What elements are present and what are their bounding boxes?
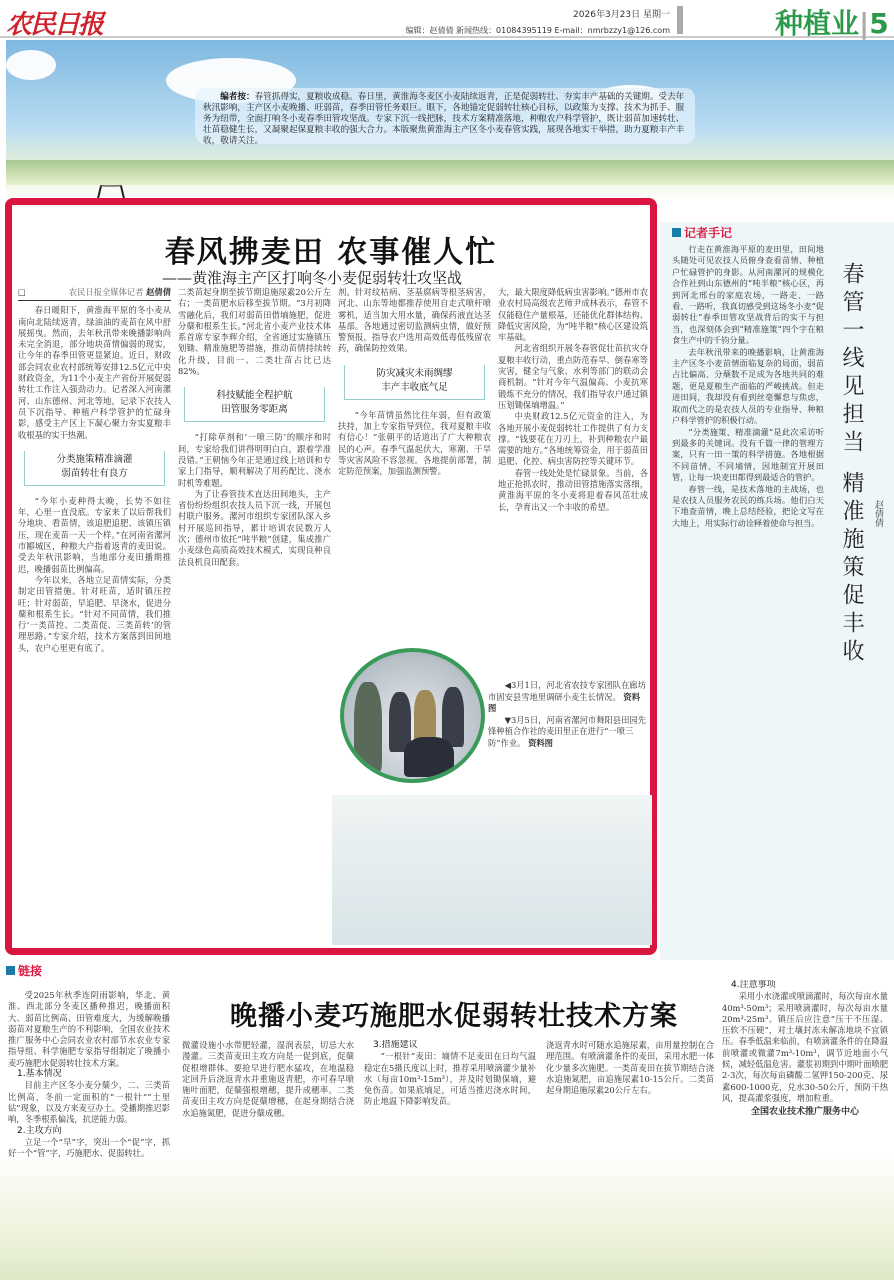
link-heading: 4.注意事项 [731, 980, 776, 990]
page-header [0, 0, 894, 38]
photo-credit: 资料图 [528, 737, 553, 748]
notes-title: 春管一线见担当 精准施策促丰收 [839, 262, 864, 667]
article-column-1 [18, 287, 171, 947]
paragraph: “分类施策、精准滴灌”是此次采访听到最多的关键词。没有千篇一律的管理方案，只有一田一策的科学措施。各地根据不同苗情、不同墒情，因地制宜开展田管，让每一块麦田都得到最适合的管护。 [672, 426, 824, 483]
paragraph: 浇返青水时可随水追施尿素，亩用量控制在合理范围。有喷滴灌条件的麦田，采用水肥一体化少量多次施肥。一类苗麦田在拔节期结合浇水追施氮肥，亩追施尿素10-15公斤。二类苗起身期追施尿素20公斤左右。 [546, 1040, 714, 1096]
notes-header-label: 记者手记 [684, 226, 733, 240]
section-marker-icon [6, 966, 15, 975]
link-title: 晚播小麦巧施肥水促弱转壮技术方案 [230, 1001, 678, 1032]
subheading-line: 科技赋能全程护航 [216, 390, 293, 402]
paragraph: 受2025年秋季连阴雨影响，华北、黄淮、西北部分冬麦区播种推迟，晚播面积大、弱苗比例高、田管难度大，为缓解晚播弱苗对夏粮生产的不利影响，全国农业技术推广服务中心会同农业农村部节水农业专家指导组、科学施肥专家指导组制定了晚播小麦巧施肥水促弱转壮技术方案。 [8, 990, 170, 1068]
link-heading: 1.基本情况 [17, 1069, 62, 1080]
field-horizon [6, 160, 894, 185]
link-column-5 [722, 980, 888, 1280]
article-column-2 [178, 287, 331, 947]
cloud [6, 50, 56, 80]
field-photo [332, 795, 652, 945]
editor-note-label: 编者按： [220, 92, 255, 102]
notes-header [672, 224, 732, 241]
paragraph: 河北省组织开展冬春管促壮苗抗灾夺夏粮丰收行动，重点防范春旱、倒春寒等灾害，健全与气象、水利等部门的联动会商机制。“针对今年气温偏高、小麦抗寒锻炼不充分的情况，我们指导农户通过镇压划锄保墒增温。” [498, 343, 648, 410]
section-name: 种植业|5 [775, 7, 889, 40]
paragraph: 立足一个“早”字，突出一个“促”字，抓好一个“管”字，巧施肥水、促弱转壮。 [8, 1136, 170, 1159]
article-column-4 [498, 287, 648, 657]
paragraph: “一根针”麦田：墒情不足麦田在日均气温稳定在5摄氏度以上时，推荐采用喷滴灌少量补水（每亩10m³-15m³），并及时划锄保墒，避免伤苗。如果底墒足，可适当推迟浇水时间，防止地温下降影响发苗。 [364, 1051, 536, 1107]
paragraph: 春日暖阳下，黄淮海平原的冬小麦从南向北陆续返青，绿油油的麦苗在风中舒展摇曳。然而，去年秋汛带来晚播影响尚未完全消退，部分地块苗情偏弱的现实，让今年的春季田管更显紧迫。近日，财政部会同农业农村部统筹安排12.5亿元中央财政资金，为11个小麦主产省份开展促弱转壮工作注入强劲动力。记者深入河南漯河、山东德州、河北等地，记录下农技人员下沉指导、种植户科学管护的忙碌身影，感受主产区上下凝心聚力夯实夏粮丰收根基的实干热潮。 [18, 305, 171, 440]
byline-name: 赵倩倩 [146, 287, 171, 297]
link-header-label: 链接 [18, 964, 43, 978]
paragraph: “今年小麦种得太晚，长势不如往年，心里一直没底。专家来了以后帮我们分地块、看苗情，该追肥追肥、该镇压镇压，现在麦苗一天一个样。”在河南省漯河市郾城区，种粮大户指着返青的麦田说。受去年秋汛影响，当地部分麦田播期推迟，晚播弱苗比例偏高。 [18, 495, 171, 574]
paragraph: 春管一线处处是忙碌景象。当前，各地正抢抓农时，推动田管措施落实落细，黄淮海平原的冬小麦将迎着春风茁壮成长，孕育出又一个丰收的希望。 [498, 467, 648, 512]
photo-captions [488, 680, 648, 749]
paragraph: “今年苗情虽然比往年弱，但有政策扶持，加上专家指导到位，我对夏粮丰收有信心！”张朝平的话道出了广大种粮农民的心声。春季气温起伏大，寒潮、干旱等灾害风险不容忽视。各地提前部署，制定防范预案，加强监测预警。 [338, 409, 491, 477]
paragraph: “打除草剂和‘一喷三防’的顺序和时间，专家给我们讲得明明白白，跟着学准没错。”王朝恼今年正是通过线上培训和专家上门指导，顺利解决了用药配比、浇水时机等难题。 [178, 432, 331, 488]
link-column-1 [8, 990, 170, 1270]
paragraph: 二类苗起身期至拔节期追施尿素20公斤左右；一类苗肥水后移至拔节期。“3月初降雪融化后，我们对弱苗田借墒施肥，促进分蘖和根系生长。”河北省小麦产业技术体系首席专家李辉介绍，全省通过实施镇压划锄、精准施肥等措施，推动苗情持续转化升级，目前一、二类壮苗占比已达82%。 [178, 287, 331, 377]
link-column-4 [546, 1040, 714, 1270]
issue-date: 2026年3月23日 星期一 [573, 10, 670, 20]
subheading [344, 365, 485, 400]
paragraph: 目前主产区冬小麦分蘖少，二、三类苗比例高，冬前一定面积的“一根针”“土里钻”现象，以及方来麦豆办土。受播期推迟影响，冬季根系偏浅，抗逆能力弱。 [8, 1080, 170, 1125]
main-article [5, 198, 657, 955]
byline: □ 农民日报全媒体记者 赵倩倩 [18, 287, 171, 301]
paragraph: 剂。针对纹枯病、茎基腐病等根茎病害，河北、山东等地都推荐使用自走式喷杆喷雾机，适当加大用水量，确保药液直达茎基部。各地通过密切监测病虫情，做好预警预报，指导农户选用高效低毒低残留农药，确保防控效果。 [338, 287, 491, 354]
link-heading: 2.主攻方向 [17, 1125, 62, 1136]
article-subtitle: ——黄淮海主产区打响冬小麦促弱转壮攻坚战 [162, 269, 463, 287]
photo-credit: 资料图 [488, 691, 641, 713]
article-title: 春风拂麦田 农事催人忙 [164, 235, 498, 270]
divider [677, 6, 683, 34]
paragraph: 去年秋汛带来的晚播影响，让黄淮海主产区冬小麦苗情面临复杂的局面，弱苗占比偏高、分蘖数不足成为各地共同的难题，更是夏粮生产面临的严峻挑战。但走进田间，我却没有看到丝毫懈怠与焦虑，取而代之的是农技人员的专业指导、种粮户科学管护的积极行动。 [672, 346, 824, 426]
section-label: 种植业 [775, 7, 860, 40]
notes-body [672, 244, 824, 954]
paragraph: 采用小水浇灌或喷滴灌时，每次每亩水量40m³-50m³；采用喷滴灌时，每次每亩水量20m³-25m³。镇压后应注意“压干不压湿、压软不压硬”，对土壤封冻未解冻地块不宜镇压。春季低温来临前，有喷滴灌条件的在降温前喷灌或微灌7m³-10m³，调节近地面小气候，减轻低温危害。灌浆初期到中期叶面喷肥2-3次，每次每亩磷酸二氢钾150-200克、尿素600-1000克，兑水30-50公斤，预防干热风，提高灌浆强度，增加粒重。 [722, 991, 888, 1103]
notes-author: 赵倩倩 [873, 500, 883, 527]
subheading-line: 弱苗转壮有良方 [61, 467, 128, 479]
byline-org: 农民日报全媒体记者 [68, 287, 144, 297]
photo-caption: ◀3月1日，河北省农技专家团队在廊坊市固安县雪地里调研小麦生长情况。 [488, 680, 646, 702]
newspaper-logo: 农民日报 [6, 10, 103, 40]
article-column-3 [338, 287, 491, 642]
paragraph: 为了让春管技术直达田间地头，主产省份纷纷组织农技人员下沉一线，开展包村联户服务。漯河市组织专家团队深入乡村开展巡回指导，累计培训农民数万人次；德州市依托“吨半粮”创建，集成推广小麦绿色高质高效技术模式，实现良种良法良机良田配套。 [178, 488, 331, 567]
subheading [184, 387, 325, 422]
paragraph: 微灌设施小水带肥轻灌，湿润表层，切忌大水漫灌。三类苗麦田主攻方向是一促到底，促蘖促根增群体。要抢早进行肥水猛攻，在地温稳定回升后浇返青水并重施返青肥，亦可春早喷施叶面肥，促蘖强根增穗，提升成穗率。二类苗麦田主攻方向是促蘖增穗，在起身期结合浇水追施氮肥，促进分蘖成穗。 [182, 1040, 354, 1118]
subheading-line: 防灾减灾未雨绸缪 [376, 367, 453, 379]
paragraph: 春管一线，是技术落地的主战场，也是农技人员服务农民的练兵场。他们白天下地查苗情，晚上总结经验，把论文写在大地上，用实际行动诠释着使命与担当。 [672, 483, 824, 528]
photo-caption: ▼3月5日，河南省漯河市舞阳县田园先锋种植合作社的麦田里正在进行“一喷三防”作业。 [488, 714, 646, 748]
subheading-line: 丰产丰收底气足 [381, 381, 448, 393]
subheading-line: 田管服务零距离 [221, 404, 288, 416]
subheading [24, 451, 165, 486]
paragraph: 今年以来，各地立足苗情实际，分类制定田管措施。针对旺苗，适时镇压控旺；针对弱苗，早追肥、早浇水，促进分蘖和根系生长。“针对不同苗情，我们推行‘一类苗控、二类苗促、三类苗转’的管理思路。”专家介绍，技术方案落到田间地头，农户心里更有底了。 [18, 574, 171, 653]
link-column-3 [364, 1040, 536, 1270]
link-column-2 [182, 1040, 354, 1270]
subheading-line: 分类施策精准滴灌 [56, 453, 133, 465]
editor-note-text: 春管抓得实，夏粮收成稳。春日里，黄淮海冬麦区小麦陆续返青，正是促弱转壮、夯实丰产基础的关键期。受去年秋汛影响，主产区小麦晚播、旺弱苗，春季田管任务艰巨。眼下，各地锚定促弱转壮核心目标，以政策为支撑、技术为抓手、服务为纽带，全面打响冬小麦春季田管攻坚战。专家下沉一线把脉，技术方案精准落地，种粮农户科学管护，既让弱苗加速转壮、壮苗稳健生长，又凝聚起保夏粮丰收的强大合力。本版聚焦黄淮海主产区冬小麦春管实践，展现各地实干举措，助力夏粮丰产丰收，敬请关注。 [203, 92, 685, 146]
page-number: 5 [869, 7, 889, 40]
paragraph: 大，最大限度降低病虫害影响。”德州市农业农村局高级农艺师尹成林表示，春管不仅能稳住产量根基，还能优化群体结构、降低灾害风险，为“吨半粮”核心区建设筑牢基础。 [498, 287, 648, 343]
paragraph: 行走在黄淮海平原的麦田里，田间地头随处可见农技人员俯身查看苗情、种植户忙碌管护的身影。从河南漯河的规模化合作社到山东德州的“吨半粮”核心区，再到河北邢台的家庭农场，一路走、一路看、一路听，我真切感受到这场冬小麦“促弱转壮”春季田管攻坚战背后的实干与担当，也深刻体会到“精准施策”四个字在粮食生产中的千钧分量。 [672, 244, 824, 346]
paragraph: 中央财政12.5亿元资金的注入，为各地开展小麦促弱转壮工作提供了有力支撑。“钱要花在刀刃上，补到种粮农户最需要的地方。”各地统筹资金，用于弱苗田追肥、化控、病虫害防控等关键环节。 [498, 411, 648, 467]
link-credit: 全国农业技术推广服务中心 [750, 1107, 859, 1118]
link-heading: 3.措施建议 [373, 1040, 418, 1050]
link-header [6, 962, 42, 979]
experts-field-photo [340, 648, 485, 783]
section-marker-icon [672, 228, 681, 237]
editor-contact: 编辑：赵倩倩 新闻热线：01084395119 E-mail：nmrbzzy1@126.com [405, 26, 670, 35]
editor-note [195, 88, 695, 144]
